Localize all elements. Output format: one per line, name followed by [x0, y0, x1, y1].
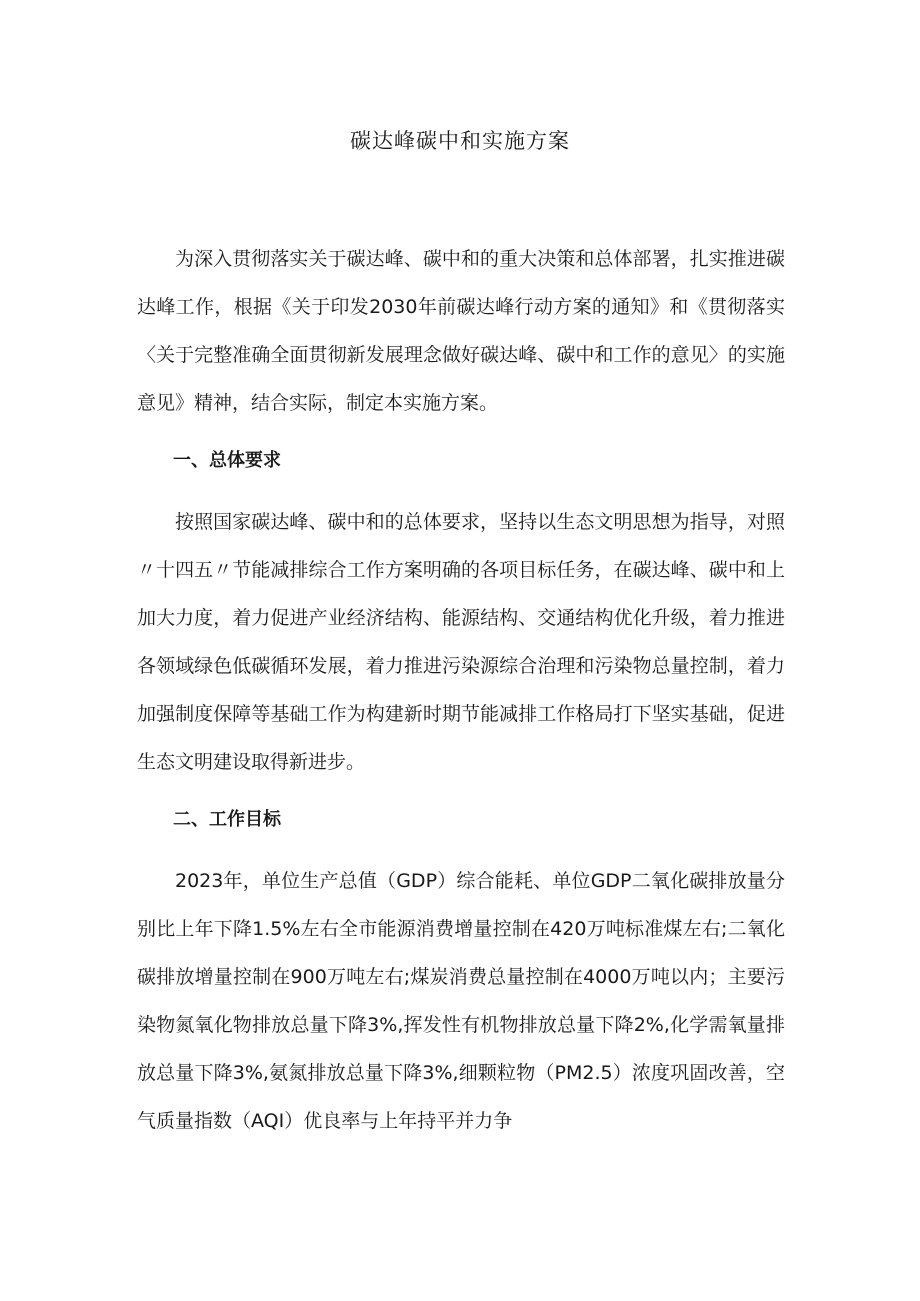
section-heading-general-requirements: 一、总体要求 [173, 450, 281, 471]
section-paragraph-general-requirements: 按照国家碳达峰、碳中和的总体要求，坚持以生态文明思想为指导，对照〃十四五〃节能减排综合工作方案明确的各项目标任务，在碳达峰、碳中和上加大力度，着力促进产业经济结构、能源结构、交通结构优化升级，着力推进各领域绿色低碳循环发展，着力推进污染源综合治理和污染物总量控制，着力加强制度保障等基础工作为构建新时期节能减排工作格局打下坚实基础，促进生态文明建设取得新进步。 [137, 511, 785, 773]
intro-paragraph: 为深入贯彻落实关于碳达峰、碳中和的重大决策和总体部署，扎实推进碳达峰工作，根据《关于印发2030年前碳达峰行动方案的通知》和《贯彻落实〈关于完整准确全面贯彻新发展理念做好碳达峰、碳中和工作的意见〉的实施意见》精神，结合实际，制定本实施方案。 [137, 248, 785, 414]
document-title: 碳达峰碳中和实施方案 [350, 129, 570, 153]
section-heading-work-goals: 二、工作目标 [173, 809, 281, 830]
section-paragraph-work-goals: 2023年，单位生产总值（GDP）综合能耗、单位GDP二氧化碳排放量分别比上年下降1.5%左右全市能源消费增量控制在420万吨标准煤左右;二氧化碳排放增量控制在900万吨左右;煤炭消费总量控制在4000万吨以内；主要污染物氮氧化物排放总量下降3%,挥发性有机物排放总量下降2%,化学需氧量排放总量下降3%,氨氮排放总量下降3%,细颗粒物（PM2.5）浓度巩固改善，空气质量指数（AQI）优良率与上年持平并力争 [137, 870, 785, 1132]
